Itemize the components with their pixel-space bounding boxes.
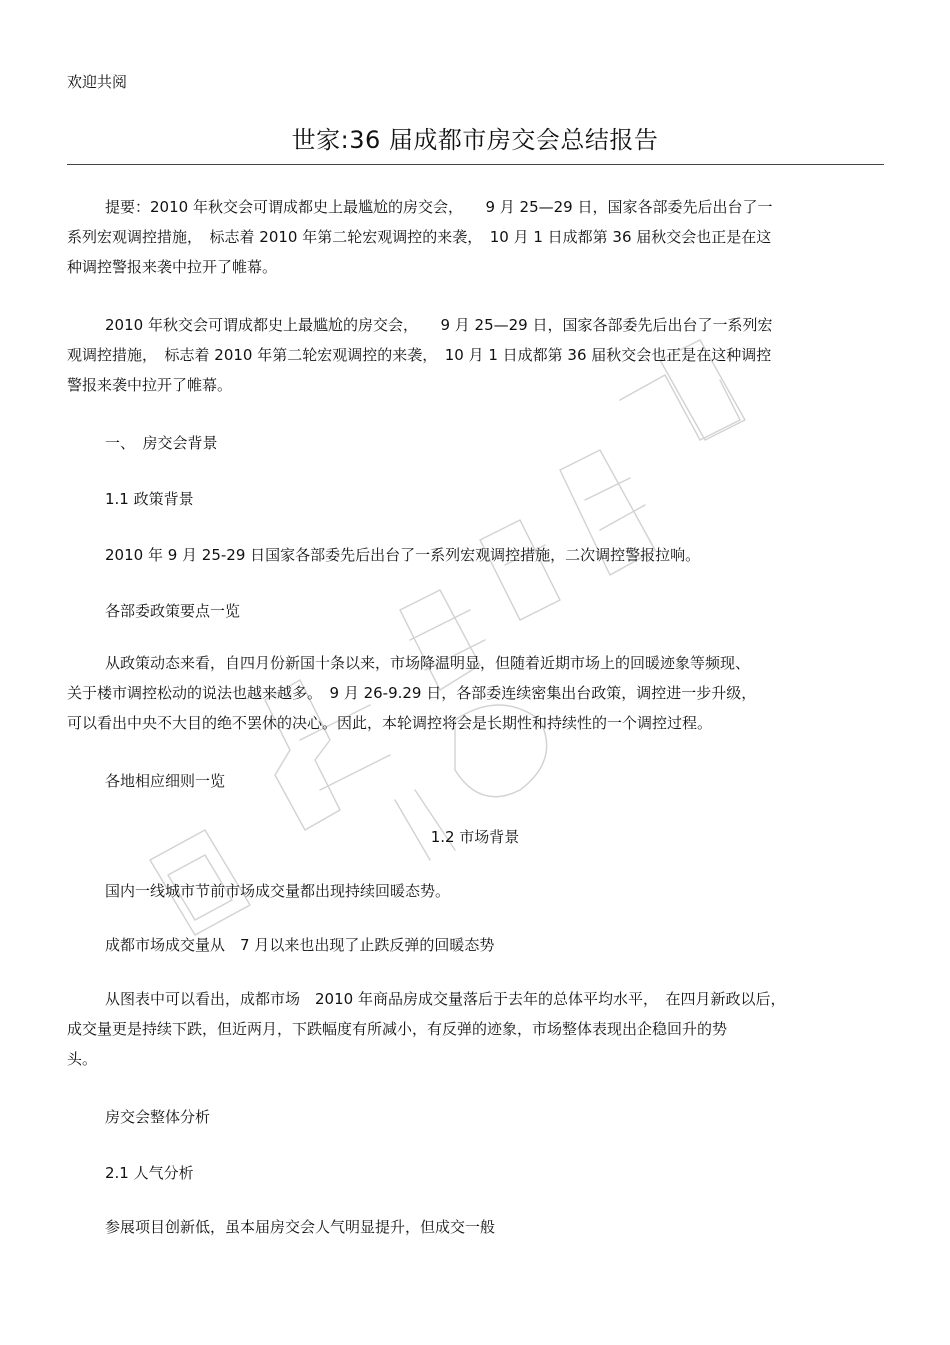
header-note: 欢迎共阅: [67, 73, 128, 91]
intro-line: 观调控措施， 标志着 2010 年第二轮宏观调控的来袭， 10 月 1 日成都第 36 届秋交会也正是在这种调控: [67, 346, 772, 364]
summary-line: 种调控警报来袭中拉开了帷幕。: [67, 258, 278, 276]
summary-line: 系列宏观调控措施， 标志着 2010 年第二轮宏观调控的来袭， 10 月 1 日成都第 36 届秋交会也正是在这: [67, 228, 772, 246]
section-heading-market: 1.2 市场背景: [430, 828, 520, 846]
title-divider: [67, 164, 884, 165]
chart-analysis-line: 头。: [67, 1050, 98, 1068]
chart-analysis-paragraph: [67, 984, 877, 1074]
policy-trend-paragraph: [67, 648, 877, 738]
policy-trend-line: 从政策动态来看，自四月份新国十条以来，市场降温明显，但随着近期市场上的回暖迹象等频现、: [105, 654, 751, 672]
policy-trend-line: 关于楼市调控松动的说法也越来越多。 9 月 26-9.29 日，各部委连续密集出台政策，调控进一步升级，: [67, 684, 757, 702]
policy-trend-line: 可以看出中央不大目的绝不罢休的决心。因此，本轮调控将会是长期性和持续性的一个调控过程。: [67, 714, 713, 732]
overall-analysis-heading: 房交会整体分析: [105, 1108, 211, 1126]
intro-paragraph: [67, 310, 877, 400]
policy-paragraph: 2010 年 9 月 25-29 日国家各部委先后出台了一系列宏观调控措施，二次调控警报拉响。: [105, 546, 701, 564]
market-paragraph-2: 成都市场成交量从 7 月以来也出现了止跌反弹的回暖态势: [105, 936, 495, 954]
summary-line: 提要：2010 年秋交会可谓成都史上最尴尬的房交会， 9 月 25—29 日，国家各部委先后出台了一: [105, 198, 773, 216]
ministry-points-heading: 各部委政策要点一览: [105, 602, 241, 620]
chart-analysis-line: 从图表中可以看出，成都市场 2010 年商品房成交量落后于去年的总体平均水平， 在四月新政以后，: [105, 990, 786, 1008]
market-paragraph-1: 国内一线城市节前市场成交量都出现持续回暖态势。: [105, 882, 451, 900]
chart-analysis-line: 成交量更是持续下跌，但近两月，下跌幅度有所减小，有反弹的迹象，市场整体表现出企稳回升的势: [67, 1020, 728, 1038]
document-title: 世家:36 届成都市房交会总结报告: [291, 126, 659, 154]
popularity-paragraph: 参展项目创新低，虽本届房交会人气明显提升，但成交一般: [105, 1218, 496, 1236]
section-heading-popularity: 2.1 人气分析: [105, 1164, 194, 1182]
local-rules-heading: 各地相应细则一览: [105, 772, 226, 790]
section-heading-policy: 1.1 政策背景: [105, 490, 194, 508]
summary-paragraph: [67, 192, 877, 282]
intro-line: 警报来袭中拉开了帷幕。: [67, 376, 233, 394]
section-heading-background: 一、 房交会背景: [105, 434, 218, 452]
intro-line: 2010 年秋交会可谓成都史上最尴尬的房交会， 9 月 25—29 日，国家各部委先后出台了一系列宏: [105, 316, 773, 334]
